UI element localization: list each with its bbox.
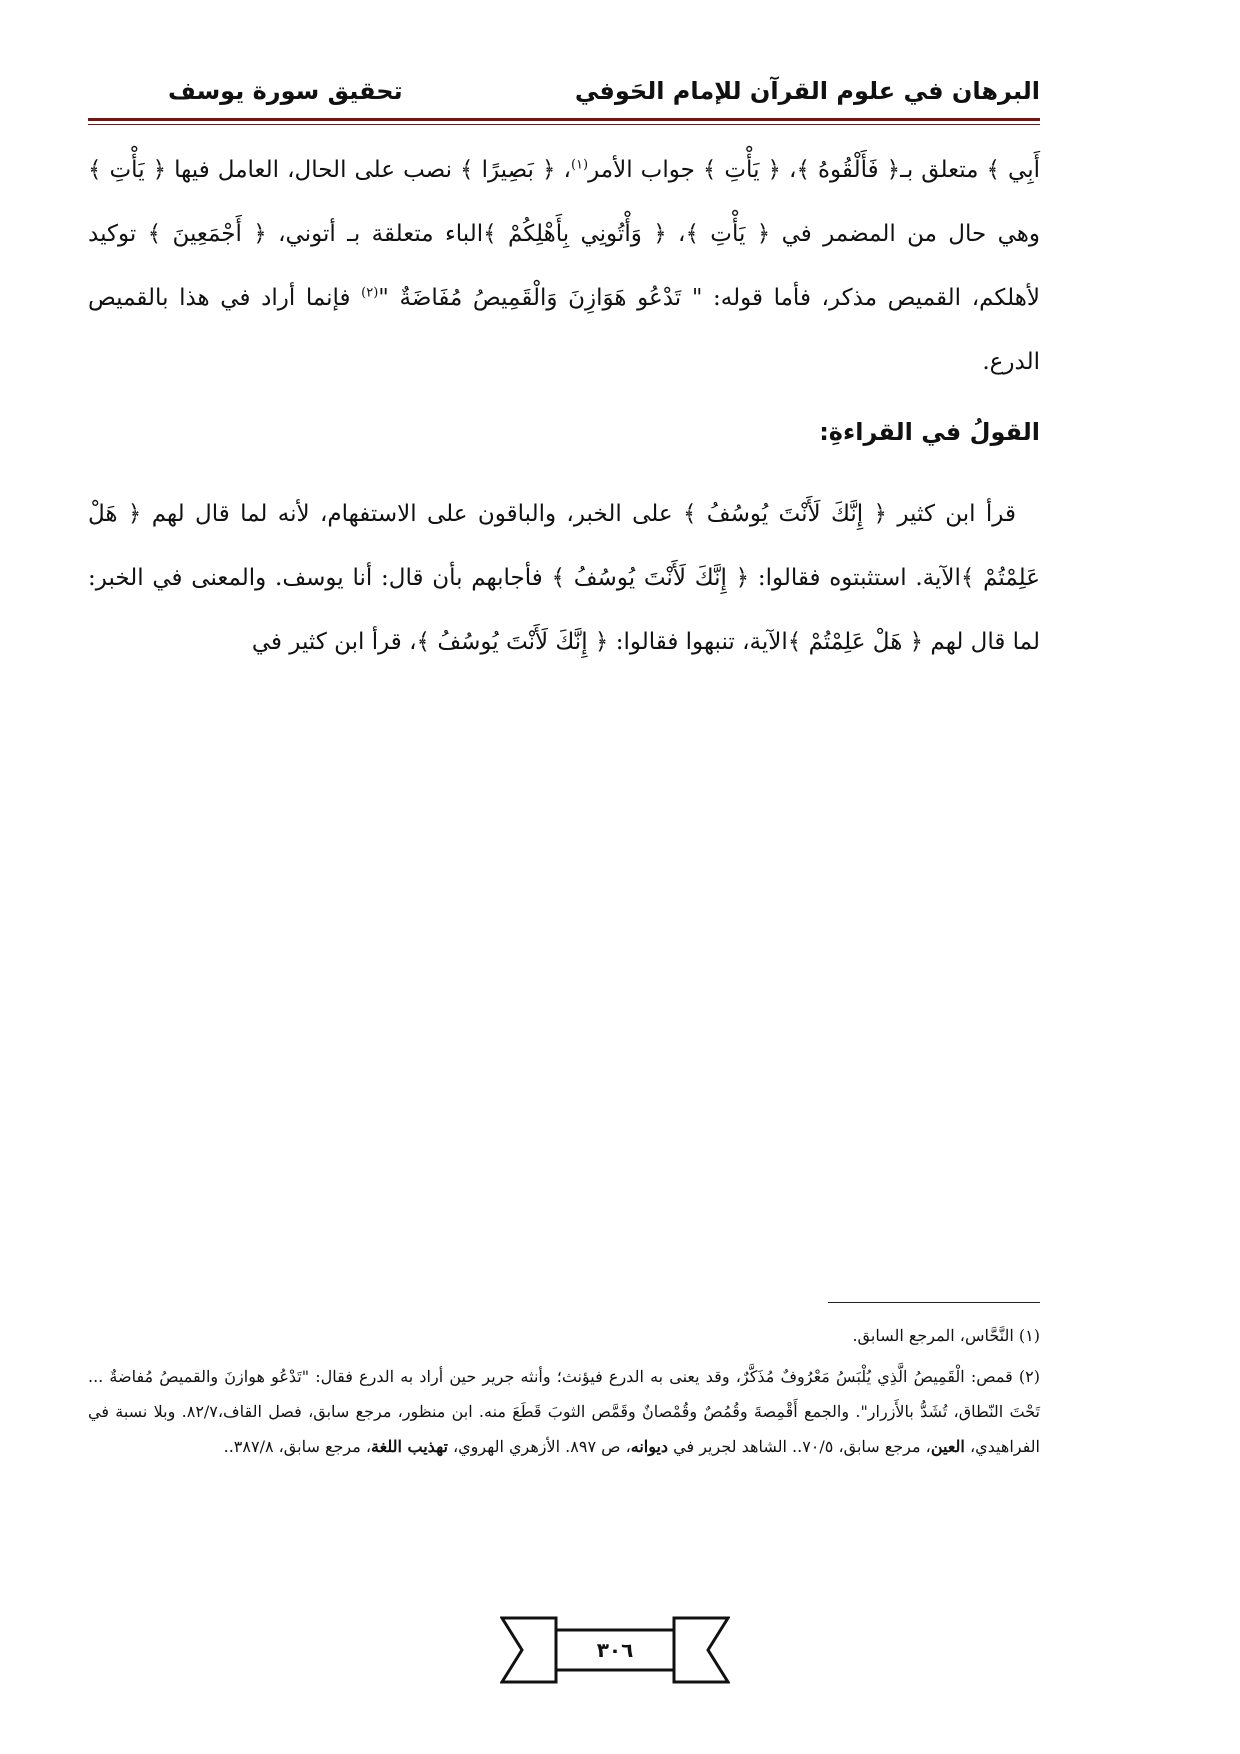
footnote-separator bbox=[828, 1302, 1040, 1303]
footnote-ref-2[interactable]: (٢) bbox=[361, 285, 379, 301]
footnote-1: (١) النَّحَّاس، المرجع السابق. bbox=[852, 1326, 1040, 1345]
section-heading: القولُ في القراءةِ: bbox=[819, 418, 1040, 446]
footnote-ref-1[interactable]: (١) bbox=[570, 157, 589, 173]
section-title: تحقيق سورة يوسف bbox=[168, 77, 403, 105]
footnotes bbox=[88, 1318, 1040, 1470]
running-header bbox=[88, 68, 1040, 114]
paragraph-1: أَبِي ﴾ متعلق بـ﴿ فَأَلْقُوهُ ﴾، ﴿ يَأْتِ ﴾ جواب الأمر$^{(١)}$، ﴿ بَصِيرًا ﴾ نصب على الحال، العامل فيها ﴿ يَأْتِ ﴾ وهي حال من المضمر في ﴿ يَأْتِ ﴾، ﴿ وَأْتُونِي بِأَهْلِكُمْ ﴾الباء متعلقة بـ أتوني، ﴿ أَجْمَعِينَ ﴾ توكيد لأهلكم، القميص مذكر، فأما قوله: " تَدْعُو هَوَازِنَ وَالْقَمِيصُ مُفَاضَةٌ "$^{(٢)}$ فإنما أراد في هذا بالقميص الدرع. bbox=[88, 157, 1041, 375]
paragraph-2: قرأ ابن كثير ﴿ إِنَّكَ لَأَنْتَ يُوسُفُ ﴾ على الخبر، والباقون على الاستفهام، لأنه لما قال لهم ﴿ هَلْ عَلِمْتُمْ ﴾الآية. استثبتوه فقالوا: ﴿ إِنَّكَ لَأَنْتَ يُوسُفُ ﴾ فأجابهم بأن قال: أنا يوسف. والمعنى في الخبر: لما قال لهم ﴿ هَلْ عَلِمْتُمْ ﴾الآية، تنبهوا فقالوا: ﴿ إِنَّكَ لَأَنْتَ يُوسُفُ ﴾، قرأ ابن كثير في bbox=[88, 501, 1040, 655]
footnote-2: (٢) قمص: الْقَمِيصُ الَّذِي يُلْبَسُ مَعْرُوفٌ مُذَكَّرٌ، وقد يعنى به الدرع فيؤنث؛ وأنثه جرير حين أراد به الدرع فقال: "تَدْعُو هوازنَ والقميصُ مُفاضةٌ ... تَحْتَ النّطاق، تُشَدُّ بالأَزرار". والجمع أَقْمِصةَ وقُمُصٌ وقُمْصانٌ وقَمَّص الثوبَ قَطَعَ منه. ابن منظور، مرجع سابق، فصل القاف،٨٢/٧. وبلا نسبة في الفراهيدي، العين، مرجع سابق، ٧٠/٥.. الشاهد لجرير في ديوانه، ص ٨٩٧. الأزهري الهروي، تهذيب اللغة، مرجع سابق، ٣٨٧/٨.. bbox=[88, 1367, 1041, 1456]
page-number: ٣٠٦ bbox=[596, 1638, 634, 1662]
header-rule-thin bbox=[88, 124, 1040, 125]
book-title: البرهان في علوم القرآن للإمام الحَوفي bbox=[574, 77, 1040, 105]
main-text bbox=[88, 138, 1040, 674]
header-rule-thick bbox=[88, 118, 1040, 121]
